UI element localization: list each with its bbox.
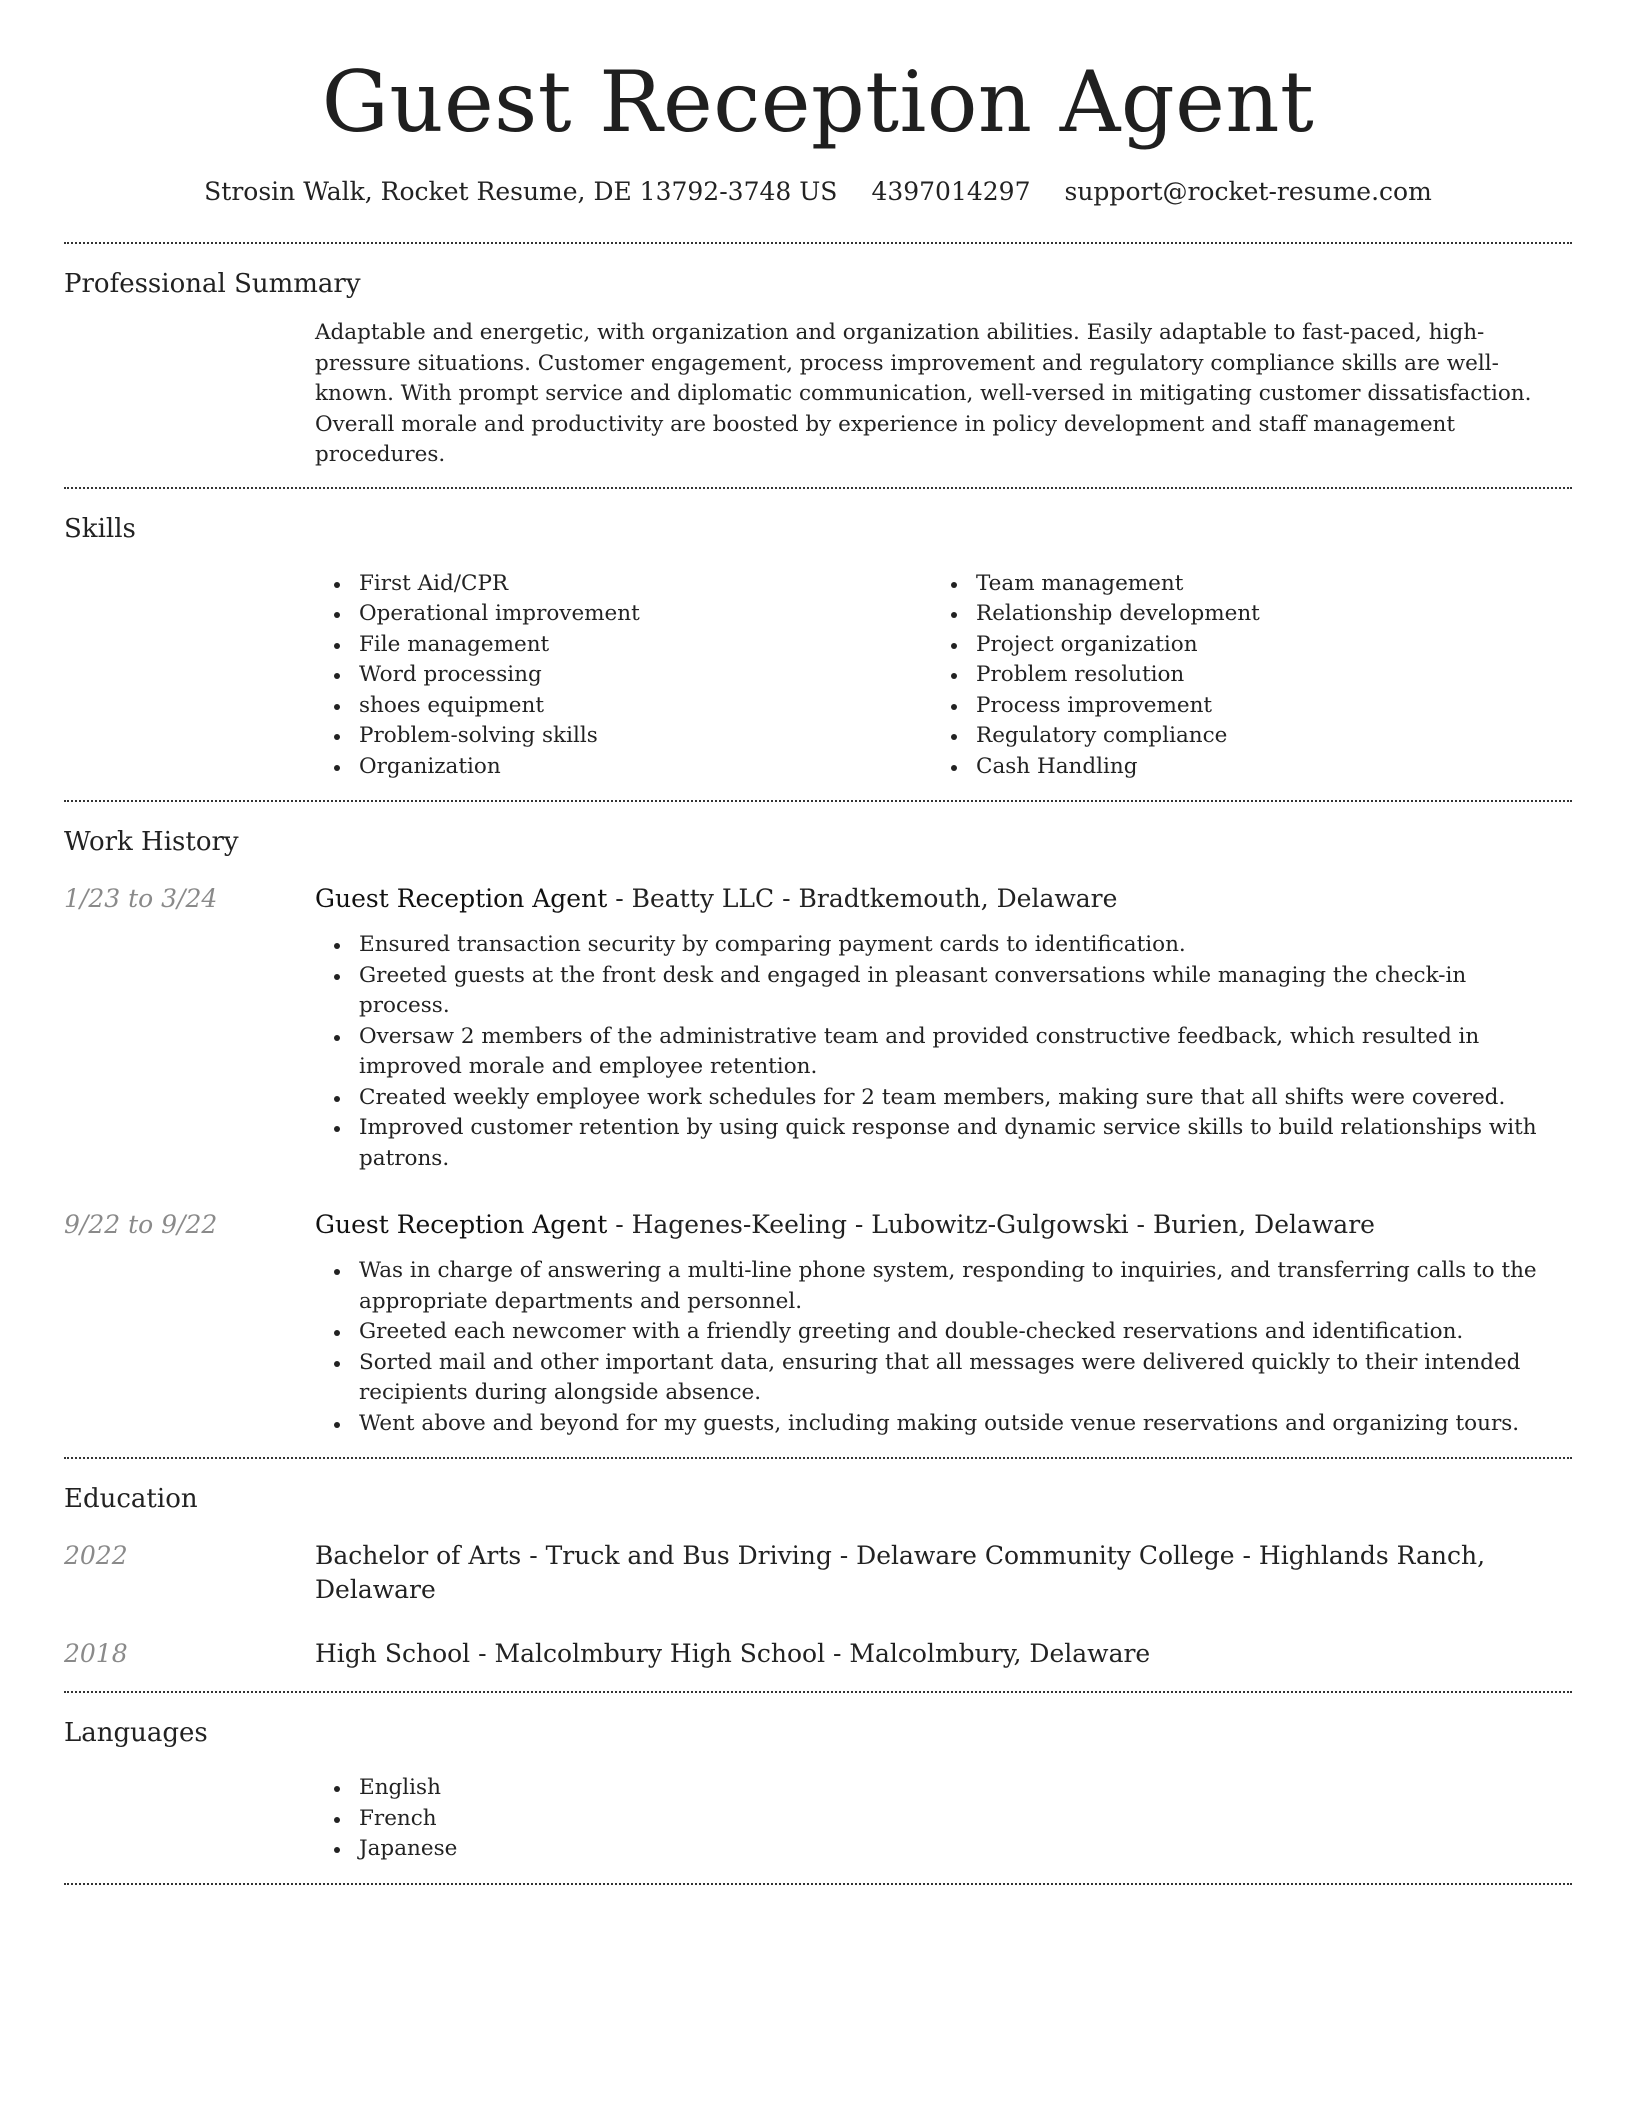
education-entry xyxy=(64,1539,1572,1607)
resume-header xyxy=(64,0,1572,210)
job-bullet: Oversaw 2 members of the administrative team and provided constructive feedback, which resulted in improved morale and employee retention. xyxy=(315,1022,1560,1083)
education-degree: High School xyxy=(315,1639,471,1668)
summary-section xyxy=(64,244,1572,487)
skill-item: Word processing xyxy=(315,660,932,691)
skill-item: Process improvement xyxy=(932,691,1549,722)
education-year: 2022 xyxy=(64,1541,128,1570)
skill-item: Problem-solving skills xyxy=(315,721,932,752)
education-degree: Bachelor of Arts xyxy=(315,1541,522,1570)
languages-list xyxy=(315,1773,1572,1865)
section-title-skills: Skills xyxy=(64,513,136,544)
language-item: Japanese xyxy=(315,1834,1572,1865)
job-details: - Hagenes-Keeling - Lubowitz-Gulgowski - Burien, Delaware xyxy=(607,1210,1375,1239)
job-details: - Beatty LLC - Bradtkemouth, Delaware xyxy=(607,884,1118,913)
job-bullet: Ensured transaction security by comparing payment cards to identification. xyxy=(315,930,1560,961)
skill-item: Project organization xyxy=(932,630,1549,661)
education-details: - Truck and Bus Driving - Delaware Community College - Highlands Ranch, Delaware xyxy=(315,1541,1486,1604)
education-entry xyxy=(64,1637,1572,1671)
job-bullets xyxy=(315,1256,1572,1439)
skills-section xyxy=(64,489,1572,801)
education-section xyxy=(64,1459,1572,1691)
skill-item: Cash Handling xyxy=(932,752,1549,783)
education-details: - Malcolmbury High School - Malcolmbury, Delaware xyxy=(470,1639,1151,1668)
contact-email: support@rocket-resume.com xyxy=(1064,177,1432,206)
contact-address: Strosin Walk, Rocket Resume, DE 13792-3748 US xyxy=(204,177,838,206)
job-role: Guest Reception Agent xyxy=(315,884,608,913)
job-bullet: Went above and beyond for my guests, including making outside venue reservations and organizing tours. xyxy=(315,1409,1560,1440)
section-title-languages: Languages xyxy=(64,1718,208,1748)
job-bullet: Sorted mail and other important data, ensuring that all messages were delivered quickly to their intended recipients during alongside absence. xyxy=(315,1348,1560,1409)
languages-section xyxy=(64,1693,1572,1883)
skill-item: Operational improvement xyxy=(315,599,932,630)
skill-item: Team management xyxy=(932,569,1549,600)
job-entry xyxy=(64,1208,1572,1439)
summary-text: Adaptable and energetic, with organization and organization abilities. Easily adaptable to fast-paced, high-pressure situations. Customer engagement, process improvement and regulatory compliance skills are well-known. With prompt service and diplomatic communication, well-versed in mitigating customer dissatisfaction. Overall morale and productivity are boosted by experience in policy development and staff management procedures. xyxy=(315,320,1532,467)
section-title-summary: Professional Summary xyxy=(64,269,361,299)
skill-item: First Aid/CPR xyxy=(315,569,932,600)
education-year: 2018 xyxy=(64,1639,128,1668)
job-bullets xyxy=(315,930,1572,1174)
language-item: English xyxy=(315,1773,1572,1804)
skill-item: shoes equipment xyxy=(315,691,932,722)
job-entry xyxy=(64,882,1572,1174)
language-item: French xyxy=(315,1804,1572,1835)
job-bullet: Greeted guests at the front desk and engaged in pleasant conversations while managing the check-in process. xyxy=(315,961,1560,1022)
job-bullet: Greeted each newcomer with a friendly greeting and double-checked reservations and identification. xyxy=(315,1317,1560,1348)
candidate-name: Guest Reception Agent xyxy=(321,53,1315,151)
contact-line xyxy=(64,174,1572,210)
job-dates: 9/22 to 9/22 xyxy=(64,1210,218,1239)
skill-item: Relationship development xyxy=(932,599,1549,630)
section-title-work-history: Work History xyxy=(64,827,239,857)
skills-list-right xyxy=(932,569,1549,783)
education-title xyxy=(315,1539,1572,1607)
skill-item: Regulatory compliance xyxy=(932,721,1549,752)
job-bullet: Created weekly employee work schedules for 2 team members, making sure that all shifts were covered. xyxy=(315,1083,1560,1114)
job-title xyxy=(315,1208,1572,1242)
contact-phone: 4397014297 xyxy=(871,177,1031,206)
job-role: Guest Reception Agent xyxy=(315,1210,608,1239)
resume-page xyxy=(64,0,1572,1885)
skill-item: Problem resolution xyxy=(932,660,1549,691)
job-title xyxy=(315,882,1572,916)
skill-item: File management xyxy=(315,630,932,661)
job-bullet: Was in charge of answering a multi-line phone system, responding to inquiries, and transferring calls to the appropriate departments and personnel. xyxy=(315,1256,1560,1317)
section-title-education: Education xyxy=(64,1484,198,1514)
education-title xyxy=(315,1637,1572,1671)
job-dates: 1/23 to 3/24 xyxy=(64,884,218,913)
skills-list-left xyxy=(315,569,932,783)
job-bullet: Improved customer retention by using quick response and dynamic service skills to build relationships with patrons. xyxy=(315,1113,1560,1174)
skill-item: Organization xyxy=(315,752,932,783)
work-history-section xyxy=(64,802,1572,1457)
divider xyxy=(64,1883,1572,1885)
